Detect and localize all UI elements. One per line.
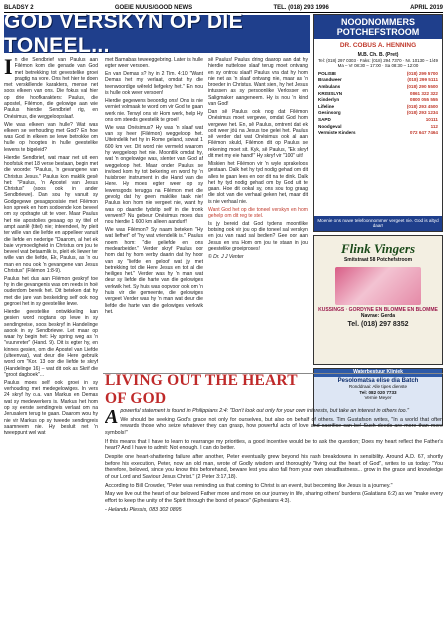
paper-name: GOEIE NUUS/GOOD NEWS: [114, 4, 193, 11]
paragraph: Apowerful statement is found in Philippians 2:4: "Don't look out only for your own interests, but take an interest in others too.": [105, 408, 409, 428]
author-signature: - Helandu Plessis, 083 302 0895: [105, 506, 182, 513]
paragraph: Miskien het Filémon vir 'n wyle sprakeloos gestaan. Dalk het hy tyd nodig gehad om dit alles te gaan lees en oor dit na te dink. Dalk het hy tyd nodig gehad om by God uit te gaan. Hoe dit ookal sy, ons sou tog graag die slot van die verhaal geken het, maar dit is nie verhaal nie.: [208, 160, 308, 205]
emergency-number: 072 647 7464: [409, 130, 438, 136]
article-title: GOD VERSKYN OP DIE TONEEL...: [4, 10, 244, 57]
emergency-number: 10111: [425, 116, 438, 122]
paragraph: Want God het op die toneel verskyn en hom gehelp om dit reg te stel.: [208, 206, 308, 219]
paragraph: Dan sê Paulus ook nog dat Filémon Onésimus moet vergewe, omdat God hom vergewe het. En, sê Paulus, omtrent dat ek ooit weer jóú na Jesus toe gelei het. Paulus sê verder dat wat Onésimus ook al aan Filémon skuld, Filémon dit op Paulus se rekening moet sit. Kyk, sê Paulus, "Ek skryf dit met my eie hand!" Hy skryf vir "100" uit!: [208, 108, 308, 160]
english-article-body: [105, 408, 443, 638]
article-column-3: [208, 57, 308, 371]
article-column-2: [105, 57, 203, 371]
florist-title: Flink Vingers: [340, 241, 416, 256]
emergency-row: [318, 104, 438, 111]
emergency-label: KRISISLYN: [318, 90, 343, 96]
emergency-number: (018) 293 4500: [406, 103, 438, 109]
emergency-row: [318, 124, 438, 131]
emergency-number: 0861 322 322: [409, 90, 438, 96]
florist-ad: [313, 235, 443, 365]
drop-cap: I: [4, 57, 13, 79]
emergency-label: Vermiste Kinders: [318, 130, 356, 136]
emergency-row: [318, 77, 438, 84]
english-article-title-banner: [105, 372, 313, 407]
emergency-number: (018) 290 5500: [406, 84, 438, 89]
paragraph: En van Demas s? hy in 2 Tim. 4:10 "Want Demas het my verlaat, omdat hy die teenwoordige wêreld liefgekry het." En nou is hulle ook weer versoen!: [105, 71, 203, 97]
paragraph: Paulus moes self ook groei in sy verhouding met medegelowiges. In vers 24 skryf hy o.a. van Markus en Demas wat sy medewerkers is. Markus het hom op sy eerste sendingreis verlaat om na Jerusalem terug te gaan. Daarom wou hy nie vir Markus op sy tweede sendingreis saamneem nie. Hy besluit net 'n tweeppunt wel wat: [4, 379, 98, 437]
paragraph: Paulus het dus aan Filémon geskryf toe hy in die gevangenis was om reeds in hoë ouderdom bereik het. Dit beteken dat hy met die jare van beskeiding self ook nog gegroei het in sy geestelike lewe.: [4, 275, 98, 308]
author-signature: © Dr. J J Venter: [208, 253, 244, 260]
emergency-row: [318, 117, 438, 124]
emergency-label: POLISIE: [318, 70, 337, 76]
service-name: Pesolomatsa elise dia Batch: [337, 377, 419, 384]
paragraph: According to Bill Crowder, "Peter was reminding us that coming to Christ is an event, but becoming like Jesus is a journey.": [105, 482, 393, 489]
emergency-number: 112: [430, 123, 438, 129]
emergency-row: [318, 97, 438, 104]
doctor-name: DR. COBUS A. HENNING: [339, 42, 417, 49]
issue-date: APRIL 2019: [410, 4, 443, 11]
ad-footer: Moenie ons nuwe telefoonnommer vergeet nie. God is altyd daar!: [314, 216, 442, 231]
florist-services: KUSSINGS · GORDYNE EN BLOMME EN BLOMME: [318, 307, 438, 313]
paragraph: Wie was Onésimus? Hy was 'n slaaf wat van sy heer (Filémon) weggeloop het. Uiteindelik het hy in Rome geland, sowat 1 600 km ver. Dit word nie vermeld waarom hy weggeloop het nie. Moontlik omdat hy, wat 'n ongelowige was, slenter van God af weggeloop het. Maar onder Paulus se invloed kom hy tot bekering en word hy 'n huisbroer instrument in die Hand van die Here. Hy moes egter weer op sy lewensgods terugga na Filémon met die gevolg dat hy geen maklike taak nie! Paulus kon hom nie vergeet nie, want hy was op daardie tydstip self in die tronk verwent? Nu gebeur Onésimus moes dus nou hierdie 1 600 km alleen aandurf!: [105, 124, 203, 226]
article-title-banner: [4, 10, 310, 57]
paragraph: Is jy bereid dat God tydens moontlike botsing ook vir jou op die toneel sal verskyn en jou van raad sal bedien? Gee oor aan Jesus en vra Hom om jou te staan in jou geestelike groeiproses!: [208, 220, 308, 252]
emergency-label: Lifeline: [318, 103, 335, 109]
article-column-1: [4, 57, 98, 637]
paragraph: Hierdie geestelike ontwikkeling kan gesien word nogtans op lewe in sy sendingreise, soos beskryf in Handelinge asook in sy Sendbriewe. Let maar op waar hy begin het: Hy spring weg as 'n "vuurvreter" (Hand. 9). Dit is egter hy, en kinnes gesien, om die Apostel van Liefde (ulteenvas), wat deur die Here gebruik word om "Kor. 13 oor die liefde te skryf (Handelinge 16) – wat dit ook as Skrif die "groot dagboek"...: [4, 308, 98, 378]
paragraph: sê Paulus! Paulus dring daarop aan dat hy hierdie nuttelose slaaf terug moet ontvang en sy ontrou slaaf! Paulus vra dat hy hom nie net as 'n slaaf ontvang nie, maar as 'n broeder in Christus. Want sien, hy het Jesus intussen as sy persoonlike Verlosser en Saligmaker aangeneem. Hy is nou 'n kind van God!: [208, 57, 308, 108]
emergency-row: [318, 130, 438, 137]
florist-address: Smitstraat 58 Potchefstroom: [343, 257, 413, 263]
florist-phone: Tel. (018) 297 8352: [347, 321, 409, 328]
service-line: Ronddraai: Alle tipes dienste: [348, 384, 408, 390]
emergency-label: Brandweer: [318, 77, 342, 83]
doctor-contact: Tel: (018) 297 0303 · Faks: (018) 294 7370 · Nr. 10130 – 1/49: [318, 58, 438, 63]
drop-cap: A: [105, 408, 119, 428]
emergency-number: (018) 293 1234: [406, 110, 438, 116]
paragraph: May we live out the heart of our beloved Father more and more on our journey in life, sharing others' burdens (Galatians 6:2) as we "make every effort to keep the unity of the Spirit through the bond of peace" (Ephesians 4:3).: [105, 491, 443, 505]
emergency-row: [318, 84, 438, 91]
paragraph: If this means that I have to learn to rearrange my priorities, a good incentive would be to ask the question; Does my heart reflect the Father's heart? And I have to admit: Not enough. I can do better.: [105, 438, 443, 452]
english-article-title: LIVING OUT THE HEART OF GOD: [105, 372, 298, 407]
emergency-row: [318, 91, 438, 98]
paragraph: Despite one heart-shattering failure after another, Peter eventually grew beyond his rash breakdowns in sensibility. Around A.D. 67, shortly before his execution, Peter, now an old man, wrote of Godly wisdom and thoroughly "living out the heart of God", writes to us today: "You therefore, beloved, since you know this beforehand, beware lest you also fall from your own steadfastness... grow in the grace and knowledge of our Lord and Saviour Jesus Christ." (2 Peter 3:17,18).: [105, 454, 443, 480]
paper-phone: TEL. (018) 293 1996: [273, 4, 329, 11]
emergency-row: [318, 110, 438, 117]
emergency-numbers-ad: [313, 14, 443, 232]
paragraph: We should be seeking God's grace not only for ourselves, but also on behalf of others. Tim Gustafson writes, "In a world that often rewards those who seize whatever they can grasp, how powerful acts of love and sacrifice can be! Such deeds are more than mere symbols!": [105, 416, 443, 436]
service-contact: Vernie Meyer: [364, 395, 392, 401]
emergency-number: (018) 299 5700: [406, 70, 438, 76]
emergency-label: Noodgeval: [318, 123, 342, 129]
paragraph: Hierdie Sendbrief, wat maar net uit een hoofstuk met 18 verse bestaan, begin met die woorde: "Paulus, 'n gevangene van Christus Jesus." Paulus kon maklik gesê het: "Paulus, 'n Apostel van Jesus Christus" (soos ook in ander Sendbriewe). Dan sou hy vanuit sy Godgegewe gesagsposisie met Filémon kon spreek en hom sodoende kon beveel om sy opdragte uit te voer. Maar Paulus het nie apostolies gesaag op sy titel of ampt aanlê (titel) nie; inteendeel, hy pleit ter wille van die liefde en appelleer vanuit die liefde en nederige "Daarom, al het ek baie vrymoedigheid in Christus om jou te beveel wat betaamlik is, pleit ek liewer ter wille van die liefde, Ek, Paulus, as 'n ou man en nou ook 'n gevangene van Jesus Christus" (Filémon 1:8-9).: [4, 154, 98, 274]
emergency-label: Kinderlyn: [318, 97, 340, 103]
page-number: BLADSY 2: [4, 4, 34, 11]
paragraph: Hierdie gegewens beoordig ons! Ons is nie verniet volmaak te word om vir God te gaan werk nie. Terwyl ons vir Hom werk, help Hy ons om steeds geestelik te groei!: [105, 97, 203, 123]
emergency-number: 0800 055 555: [409, 97, 438, 103]
ad-title: NOODNOMMERS POTCHEFSTROOM: [314, 15, 442, 39]
paragraph: met Barnabas teweeggebring. Later is hulle egter weer versoen.: [105, 57, 203, 70]
service-phone: Tel: 082 020 7733: [359, 389, 397, 395]
service-top: Waterbestuur Kliniek: [314, 369, 442, 377]
paragraph: Wie was elkeen van hulle? Wat was elkeen se verhouding met God? En hoe was God in elkeen se lewe betrokke om hulle op hoogtes in hulle geestelike lewens te bigeleid?: [4, 121, 98, 153]
paragraph: Wie was Filémon? Sy naam beteken "Hy wat liefhet" of "hy wat vriendelik is." Paulus noem hom: "die geliefde en ons medearbeider." Verder skryf Paulus oor hom dat hy hom verby daarin dat hy hoor van sy "liefde en geloof wat jy met betrekking tot die Here Jesus en tot al die heiliges het." Verder was hy 'n man wat deur sy liefde die harte van die gelowiges verkwik het. Sy huis was oopvoor ook om 'n huis vir die gemeente, die gelowiges vergeet Verder was hy 'n man wat deur die liefde die harte van die gelowiges verkwik het.: [105, 227, 203, 315]
florist-contact: Navrae: Gerda: [360, 313, 396, 319]
emergency-number: (018) 299 5111: [407, 77, 438, 83]
emergency-label: SAPD: [318, 116, 331, 122]
doctor-quals: M.B. Ch. B. (Pret): [357, 52, 399, 58]
emergency-row: [318, 71, 438, 78]
flowers-image: [335, 267, 421, 305]
emergency-label: Ambulans: [318, 84, 341, 89]
emergency-label: Gesinsorg: [318, 110, 341, 116]
paragraph: In die Sendbrief van Paulus aan Filémon kom die genade van God met betrekking tot gevestelike groei pragtig na vore. Ons het hier te doen met verskillende karakters, mense net soos elkeen van ons. Die fokus val hier op drie hoofkarakters: Paulus, die apostel, Filémon, die gelowige aan wie Paulus hierdie Sendbrief rig, en Onésimus, die weggeloopslaaf.: [4, 57, 98, 120]
doctor-hours: Ma – Vr 08:30 – 17:00 · Sa 08:30 – 12:00: [337, 63, 419, 69]
emergency-list: [314, 69, 442, 139]
